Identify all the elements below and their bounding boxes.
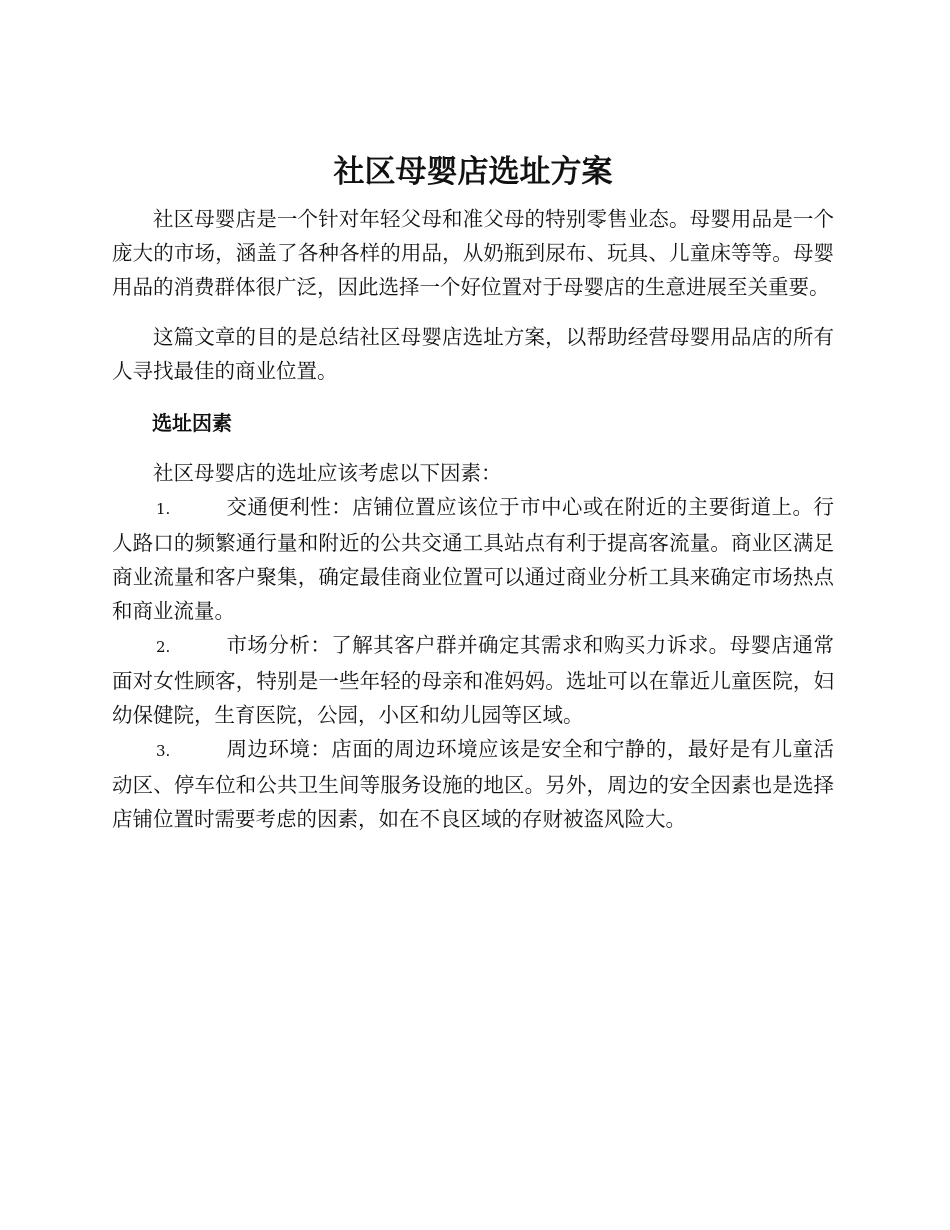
list-item-text: 交通便利性：店铺位置应该位于市中心或在附近的主要街道上。行人路口的频繁通行量和附近的公共交通工具站点有利于提高客流量。商业区满足商业流量和客户聚集，确定最佳商业位置可以通过商业分析工具来确定市场热点和商业流量。 — [112, 495, 834, 623]
document-title: 社区母婴店选址方案 — [333, 154, 613, 190]
section-heading: 选址因素 — [152, 411, 232, 435]
list-item — [112, 732, 834, 836]
list-item-number: 3. — [156, 742, 171, 760]
list-item — [112, 490, 834, 628]
list-item — [112, 628, 834, 732]
document-page — [112, 150, 834, 836]
intro-paragraph-2: 这篇文章的目的是总结社区母婴店选址方案，以帮助经营母婴用品店的所有人寻找最佳的商业位置。 — [112, 325, 834, 383]
section-intro: 社区母婴店的选址应该考虑以下因素： — [153, 461, 502, 485]
list-item-number: 2. — [156, 638, 171, 656]
list-item-text: 周边环境：店面的周边环境应该是安全和宁静的，最好是有儿童活动区、停车位和公共卫生间等服务设施的地区。另外，周边的安全因素也是选择店铺位置时需要考虑的因素，如在不良区域的存财被盗风险大。 — [112, 737, 834, 831]
list-item-text: 市场分析：了解其客户群并确定其需求和购买力诉求。母婴店通常面对女性顾客，特别是一些年轻的母亲和准妈妈。选址可以在靠近儿童医院，妇幼保健院，生育医院，公园，小区和幼儿园等区域。 — [112, 633, 834, 727]
list-item-number: 1. — [156, 500, 171, 518]
intro-paragraph-1: 社区母婴店是一个针对年轻父母和准父母的特别零售业态。母婴用品是一个庞大的市场，涵盖了各种各样的用品，从奶瓶到尿布、玩具、儿童床等等。母婴用品的消费群体很广泛，因此选择一个好位置对于母婴店的生意进展至关重要。 — [112, 207, 834, 299]
